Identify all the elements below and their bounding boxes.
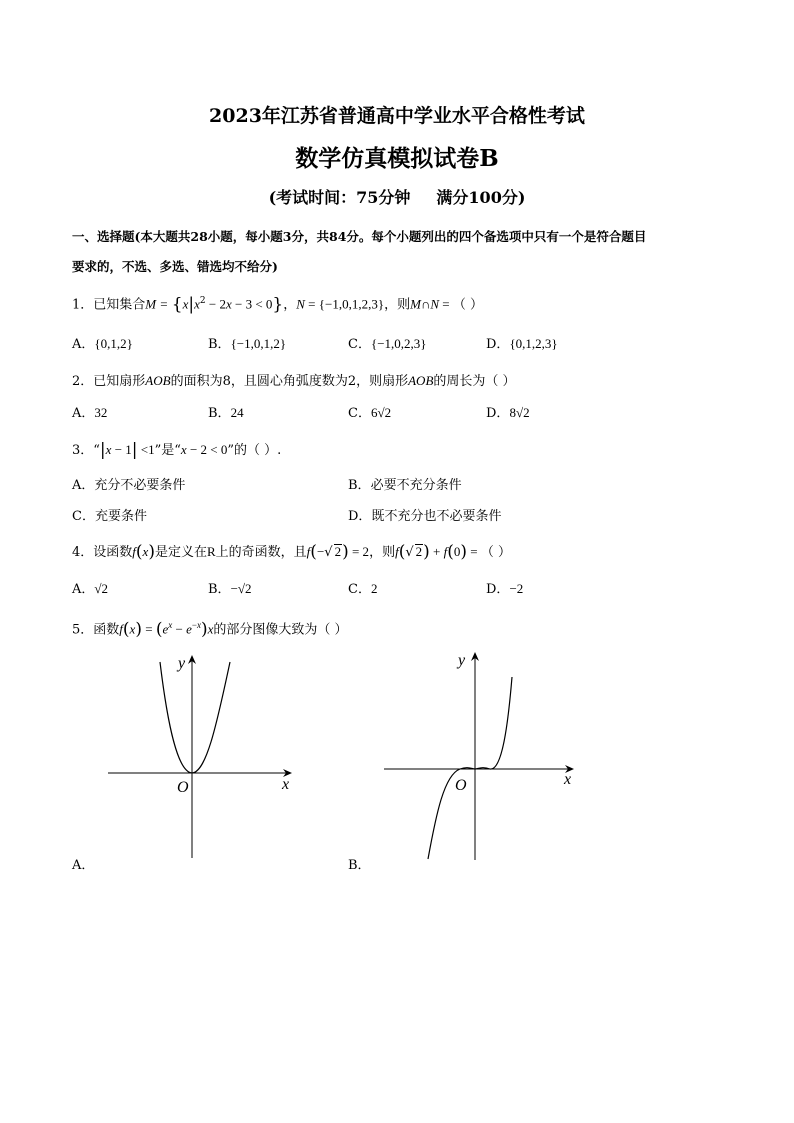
question-4: 4．设函数f(x)是定义在R上的奇函数，且f(−√ 2) = 2，则f(√ 2) + f(0) = （ ）	[72, 542, 512, 562]
exam-time: (考试时间：75分钟	[268, 188, 411, 207]
exam-title: 2023年江苏省普通高中学业水平合格性考试	[209, 105, 585, 127]
graph-b-origin-label: O	[455, 777, 467, 794]
exam-score: 满分100分)	[436, 188, 526, 207]
question-5: 5．函数$f(x) = (e^x - e^{-x})x$的部分图像大致为（ ）	[72, 619, 348, 640]
q4-option-b[interactable]: B．−√2	[208, 581, 252, 597]
q4-option-d[interactable]: D．−2	[486, 581, 524, 597]
graph-a-y-label: y	[178, 655, 186, 672]
graph-a	[100, 648, 300, 863]
q4-option-c[interactable]: C．2	[348, 581, 378, 597]
question-2: 2．已知扇形AOB的面积为8，且圆心角弧度数为2，则扇形AOB的周长为（ ）	[72, 373, 516, 389]
graph-b-x-label: x	[564, 771, 572, 788]
q3-option-a[interactable]: A．充分不必要条件	[72, 478, 186, 493]
graph-a-origin-label: O	[177, 779, 189, 796]
question-3: 3．“|x − 1| <1”是“x − 2 < 0”的（ ）.	[72, 440, 282, 460]
q3-option-c[interactable]: C．充要条件	[72, 509, 147, 524]
q2-option-b[interactable]: B．24	[208, 405, 244, 421]
q3-option-b[interactable]: B．必要不充分条件	[348, 478, 462, 493]
q2-option-a[interactable]: A．32	[72, 405, 108, 421]
exam-subtitle: 数学仿真模拟试卷B	[295, 145, 499, 172]
q2-option-c[interactable]: C．6√2	[348, 405, 392, 421]
section-heading-line1: 一、选择题(本大题共28小题，每小题3分，共84分。每个小题列出的四个备选项中只有一个是符合题目	[72, 229, 647, 244]
question-1: 1．已知集合$M = \{x|x^2 - 2x - 3 < 0\}$，N = {−1,0,1,2,3}，则M∩N = （ ）	[72, 294, 483, 315]
q1-option-c[interactable]: C．{−1,0,2,3}	[348, 336, 427, 352]
q3-option-d[interactable]: D．既不充分也不必要条件	[348, 509, 502, 524]
question-1-prefix: 1．已知集合	[72, 297, 146, 313]
q4-option-a[interactable]: A．√2	[72, 581, 109, 597]
exam-info	[0, 185, 794, 208]
graph-b-curve	[428, 677, 512, 859]
graph-a-curve	[160, 662, 230, 773]
graph-b-y-label: y	[458, 652, 466, 669]
q1-option-a[interactable]: A．{0,1,2}	[72, 336, 133, 352]
graph-b	[378, 645, 583, 863]
q1-option-d[interactable]: D．{0,1,2,3}	[486, 336, 558, 352]
q1-option-b[interactable]: B．{−1,0,1,2}	[208, 336, 287, 352]
q5-option-a[interactable]: A．	[72, 858, 95, 873]
graph-a-x-label: x	[282, 776, 290, 793]
section-heading-line2: 要求的，不选、多选、错选均不给分)	[72, 259, 278, 274]
q5-option-b[interactable]: B．	[348, 858, 371, 873]
q2-option-d[interactable]: D．8√2	[486, 405, 530, 421]
